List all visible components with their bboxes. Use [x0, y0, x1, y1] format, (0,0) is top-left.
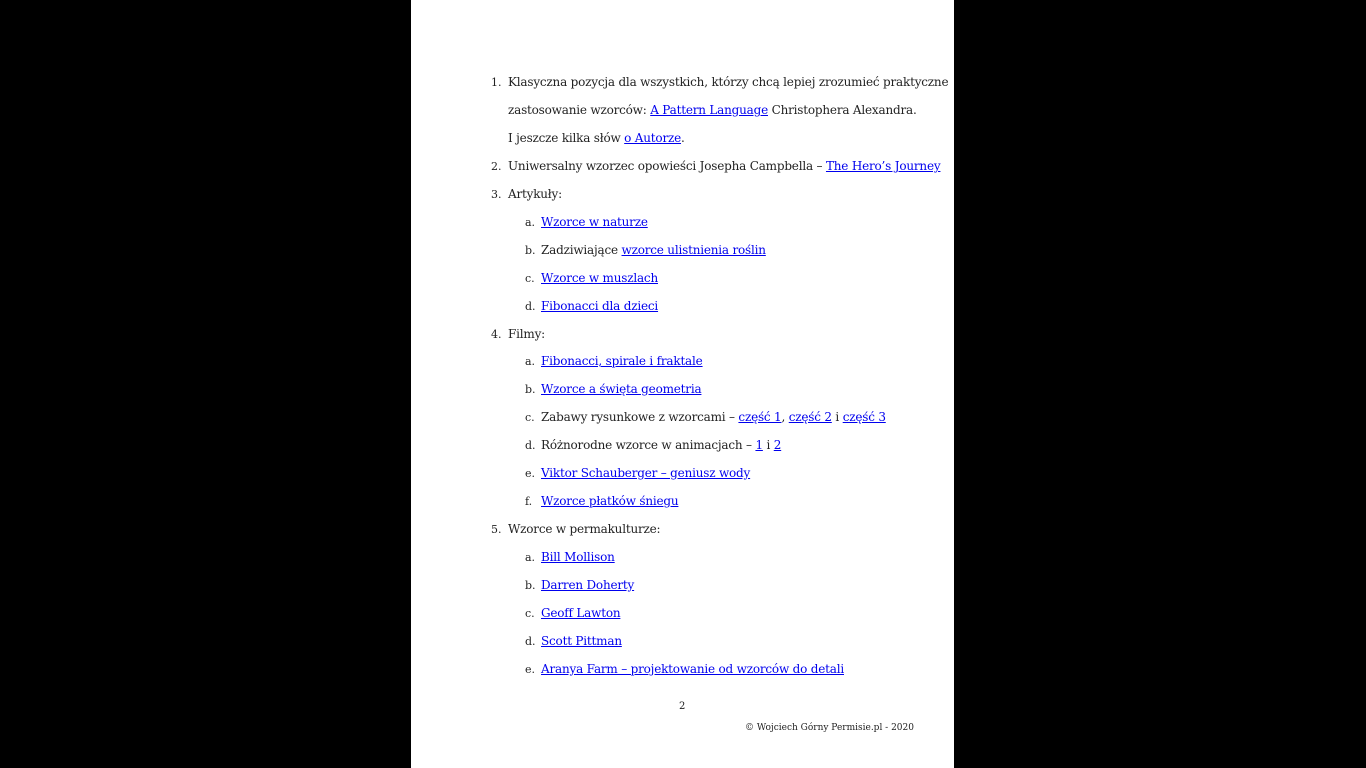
sublist-item — [541, 549, 615, 565]
list-marker: 2. — [491, 160, 502, 173]
list-item-1-line-2 — [508, 102, 917, 118]
list-item-4 — [508, 326, 545, 342]
sublist-marker: c. — [525, 411, 535, 424]
separator: i — [831, 410, 843, 424]
link-wzorce-w-muszlach[interactable]: Wzorce w muszlach — [541, 271, 658, 285]
link-fibonacci-dla-dzieci[interactable]: Fibonacci dla dzieci — [541, 299, 659, 313]
sublist-item — [541, 437, 781, 453]
separator: , — [781, 410, 789, 424]
sublist-item — [541, 353, 703, 369]
sublist-marker: b. — [525, 579, 536, 592]
sublist-item — [541, 298, 658, 314]
link-a-pattern-language[interactable]: A Pattern Language — [650, 103, 768, 117]
sublist-marker: d. — [525, 300, 536, 313]
sublist-marker: e. — [525, 663, 536, 676]
link-aranya-farm[interactable]: Aranya Farm – projektowanie od wzorców do detali — [541, 662, 844, 676]
page-footer: © Wojciech Górny Permisie.pl - 2020 — [745, 723, 914, 733]
link-o-autorze[interactable]: o Autorze — [624, 131, 682, 145]
sublist-item — [541, 493, 678, 509]
sublist-item — [541, 381, 701, 397]
sublist-item — [541, 577, 634, 593]
list-item-text: Zadziwiające — [541, 243, 622, 257]
list-item-text: Uniwersalny wzorzec opowieści Josepha Campbella – — [508, 159, 826, 173]
sublist-item — [541, 242, 766, 258]
link-heros-journey[interactable]: The Hero’s Journey — [825, 159, 941, 173]
sublist-marker: d. — [525, 635, 536, 648]
sublist-item — [541, 214, 648, 230]
sublist-item — [541, 605, 620, 621]
link-czesc-1[interactable]: część 1 — [738, 410, 782, 424]
link-wzorce-ulistnienia[interactable]: wzorce ulistnienia roślin — [621, 243, 766, 257]
list-item-text: Klasyczna pozycja dla wszystkich, którzy chcą lepiej zrozumieć praktyczne — [508, 75, 949, 89]
sublist-marker: e. — [525, 467, 536, 480]
list-item-text: Różnorodne wzorce w animacjach – — [541, 438, 756, 452]
link-czesc-2[interactable]: część 2 — [788, 410, 832, 424]
link-darren-doherty[interactable]: Darren Doherty — [541, 578, 635, 592]
link-swieta-geometria[interactable]: Wzorce a święta geometria — [541, 382, 702, 396]
link-fibonacci-spirale[interactable]: Fibonacci, spirale i fraktale — [541, 354, 703, 368]
link-scott-pittman[interactable]: Scott Pittman — [541, 634, 622, 648]
link-czesc-3[interactable]: część 3 — [842, 410, 886, 424]
list-marker: 5. — [491, 523, 502, 536]
list-item-text: Zabawy rysunkowe z wzorcami – — [541, 410, 739, 424]
sublist-marker: a. — [525, 551, 536, 564]
list-item-1-line-1 — [508, 74, 948, 90]
separator: i — [762, 438, 774, 452]
list-item-2 — [508, 158, 940, 174]
sublist-marker: a. — [525, 216, 536, 229]
list-item-text: I jeszcze kilka słów — [508, 131, 625, 145]
list-marker: 4. — [491, 328, 502, 341]
sublist-marker: f. — [525, 495, 533, 508]
sublist-item — [541, 661, 844, 677]
link-platki-sniegu[interactable]: Wzorce płatków śniegu — [541, 494, 679, 508]
link-animacje-2[interactable]: 2 — [773, 438, 782, 452]
list-item-text: Wzorce w permakulturze: — [508, 522, 661, 536]
sublist-marker: b. — [525, 383, 536, 396]
sublist-marker: d. — [525, 439, 536, 452]
page-number: 2 — [679, 701, 686, 712]
sublist-item — [541, 465, 750, 481]
list-marker: 1. — [491, 76, 502, 89]
sublist-item — [541, 633, 622, 649]
document-page — [411, 0, 954, 768]
list-item-5 — [508, 521, 660, 537]
list-item-text: Filmy: — [508, 327, 546, 341]
sublist-marker: c. — [525, 272, 535, 285]
sublist-marker: a. — [525, 355, 536, 368]
list-item-3 — [508, 186, 562, 202]
sublist-item — [541, 409, 886, 425]
list-item-text: zastosowanie wzorców: — [508, 103, 651, 117]
sublist-item — [541, 270, 658, 286]
link-viktor-schauberger[interactable]: Viktor Schauberger – geniusz wody — [541, 466, 751, 480]
list-marker: 3. — [491, 188, 502, 201]
link-geoff-lawton[interactable]: Geoff Lawton — [541, 606, 621, 620]
link-animacje-1[interactable]: 1 — [755, 438, 763, 452]
sublist-marker: b. — [525, 244, 536, 257]
list-item-text: . — [681, 131, 685, 145]
list-item-1-line-3 — [508, 130, 685, 146]
link-bill-mollison[interactable]: Bill Mollison — [541, 550, 615, 564]
sublist-marker: c. — [525, 607, 535, 620]
list-item-text: Christophera Alexandra. — [768, 103, 917, 117]
link-wzorce-w-naturze[interactable]: Wzorce w naturze — [541, 215, 648, 229]
list-item-text: Artykuły: — [508, 187, 562, 201]
